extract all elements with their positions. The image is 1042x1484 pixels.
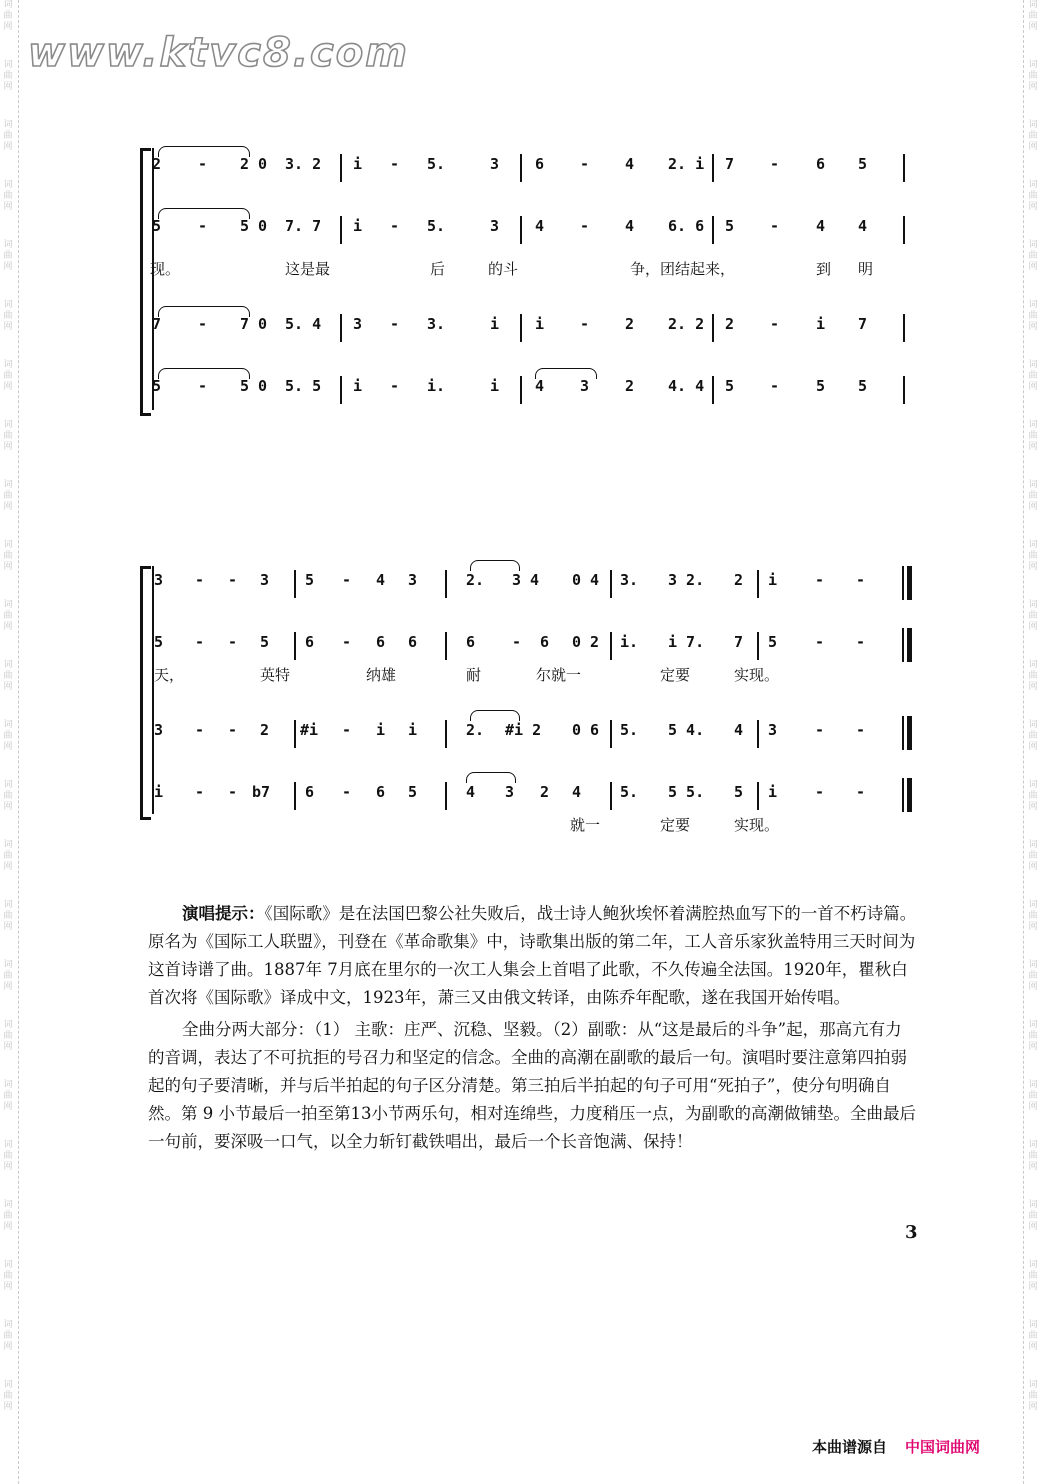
barline [294,720,296,748]
score-lyric: 实现。 [734,666,780,684]
barline [757,720,759,748]
score-lyric: 耐 [466,666,482,684]
barline [610,720,612,748]
score-note: 5 [725,377,735,395]
barline [907,628,912,662]
barline [445,632,447,660]
singing-notes-paragraph-2: 全曲分两大部分：（1） 主歌：庄严、沉稳、坚毅。（2）副歌：从“这是最后的斗争”起，那高亢有力的音调，表达了不可抗拒的号召力和坚定的信念。全曲的高潮在副歌的最后一句。演唱时要注意第四拍弱起的句子要清晰，并与后半拍起的句子区分清楚。第三拍后半拍起的句子可用“死拍子”，使分句明确自然。第 9 小节最后一拍至第13小节两乐句，相对连绵些，力度稍压一点，为副歌的高潮做铺垫。全曲最后一句前，要深吸一口气，以全力斩钉截铁唱出，最后一个长音饱满、保持！ [148,1020,916,1151]
score-note: #i 2 [505,721,542,739]
side-watermark-mark: 词曲网 [3,240,13,272]
barline [903,216,905,244]
side-watermark-mark: 词曲网 [1028,60,1038,92]
score-note: 3 4 [512,571,540,589]
score-note: - [580,315,590,333]
score-note: 2 [734,571,744,589]
score-note: - [580,155,590,173]
score-note: 2 [260,721,270,739]
side-watermark-mark: 词曲网 [3,600,13,632]
barline [340,376,342,404]
side-watermark-mark: 词曲网 [1028,300,1038,332]
score-note: i [490,315,500,333]
score-note: i [490,377,500,395]
side-watermark-mark: 词曲网 [3,840,13,872]
score-note: 7 [858,315,868,333]
score-note: 5 [260,633,270,651]
barline [757,570,759,598]
score-lyric: 的斗 [488,260,519,278]
singing-notes-lead: 演唱提示： [182,904,265,923]
page-number: 3 [905,1222,918,1243]
barline [712,314,714,342]
barline [340,154,342,182]
barline [294,570,296,598]
score-note: - [198,315,208,333]
score-note: i [353,377,363,395]
barline [757,782,759,810]
score-note: - [198,377,208,395]
score-note: 0 4 [572,571,600,589]
barline [610,782,612,810]
score-note: 5 [816,377,826,395]
score-lyric: 纳雄 [366,666,397,684]
barline [907,778,912,812]
score-note: 3. [620,571,639,589]
score-note: 0 2 [572,633,600,651]
score-note: 6 [376,633,386,651]
side-watermark-mark: 词曲网 [3,1140,13,1172]
score-lyric: 争，团结起来， [630,260,736,278]
score-lyric: 实现。 [734,816,780,834]
side-watermark-mark: 词曲网 [3,1320,13,1352]
score-note: - [228,571,238,589]
barline [520,154,522,182]
score-note: 3 [154,571,164,589]
barline [902,778,904,812]
score-note: 2 [725,315,735,333]
score-note: 6. 6 [668,217,705,235]
score-note: 2 [625,377,635,395]
side-watermark-mark: 词曲网 [1028,0,1038,32]
score-note: 2. [466,721,485,739]
score-system-1 [140,140,930,420]
score-note: i [408,721,418,739]
singing-notes [148,900,918,1156]
score-note: 4 [858,217,868,235]
barline [757,632,759,660]
side-watermark-mark: 词曲网 [1028,540,1038,572]
score-note: 7 [734,633,744,651]
score-note: i 7. [668,633,705,651]
score-note: - [195,633,205,651]
barline [902,716,904,750]
score-note: b7 [252,783,271,801]
score-lyric: 定要 [660,816,691,834]
score-note: 5 0 [240,217,268,235]
score-note: - [815,783,825,801]
barline [903,154,905,182]
barline [610,632,612,660]
score-note: 3 [768,721,778,739]
score-note: - [856,783,866,801]
side-watermark-mark: 词曲网 [3,780,13,812]
score-note: 2 0 [240,155,268,173]
side-watermark-mark: 词曲网 [3,300,13,332]
barline [445,570,447,598]
barline [294,782,296,810]
side-watermark-mark: 词曲网 [1028,1320,1038,1352]
side-watermark-mark: 词曲网 [1028,240,1038,272]
lyric-row-bass [140,814,930,844]
score-note: - [195,571,205,589]
score-note: 5 [408,783,418,801]
staff-row-alto [140,632,930,662]
score-note: - [195,783,205,801]
score-note: 4 [816,217,826,235]
side-watermark-mark: 词曲网 [1028,840,1038,872]
side-watermark-mark: 词曲网 [3,360,13,392]
score-note: 3 [408,571,418,589]
score-note: - [342,633,352,651]
score-note: 5 [725,217,735,235]
score-note: 5 [768,633,778,651]
score-note: 4 [625,217,635,235]
score-note: 7. 7 [285,217,322,235]
score-note: - [342,571,352,589]
score-lyric: 尔就一 [536,666,582,684]
score-note: - [342,721,352,739]
side-watermark-mark: 词曲网 [1028,1200,1038,1232]
score-note: 2. [466,571,485,589]
side-watermark-mark: 词曲网 [1028,480,1038,512]
side-watermark-mark: 词曲网 [3,540,13,572]
barline [445,782,447,810]
score-note: 5. 5 [285,377,322,395]
site-watermark: www.ktvc8.com [28,30,409,76]
score-lyric: 就一 [570,816,601,834]
score-note: - [856,571,866,589]
barline [903,376,905,404]
barline [902,628,904,662]
score-note: i [535,315,545,333]
right-margin-strip [1023,0,1042,1484]
side-watermark-mark: 词曲网 [1028,900,1038,932]
score-note: 6 [408,633,418,651]
score-lyric: 后 [430,260,446,278]
score-note: - [195,721,205,739]
score-note: - [198,155,208,173]
side-watermark-mark: 词曲网 [1028,720,1038,752]
staff-row-tenor [140,720,930,750]
side-watermark-mark: 词曲网 [1028,360,1038,392]
score-note: 4 [376,571,386,589]
score-note: - [856,633,866,651]
score-note: 6 [540,633,550,651]
score-note: - [390,377,400,395]
score-note: - [770,315,780,333]
score-note: 5 [734,783,744,801]
lyric-row [140,664,930,694]
staff-row-alto [140,216,930,246]
score-note: i. [427,377,446,395]
score-note: i [353,217,363,235]
score-note: 3 [490,155,500,173]
score-note: i [768,783,778,801]
side-watermark-mark: 词曲网 [3,180,13,212]
score-note: 5. [427,217,446,235]
staff-row-bass [140,376,930,406]
source-credit [812,1436,980,1457]
side-watermark-mark: 词曲网 [1028,1380,1038,1412]
score-note: 2. i [668,155,705,173]
score-note: - [770,217,780,235]
score-note: 3. 2 [285,155,322,173]
side-watermark-mark: 词曲网 [1028,660,1038,692]
score-note: 5. [620,783,639,801]
side-watermark-mark: 词曲网 [1028,180,1038,212]
score-note: 4 [535,217,545,235]
score-note: - [228,633,238,651]
score-note: 5 4. [668,721,705,739]
staff-row-soprano [140,154,930,184]
score-note: - [390,217,400,235]
barline [610,570,612,598]
side-watermark-mark: 词曲网 [3,120,13,152]
side-watermark-mark: 词曲网 [3,720,13,752]
score-note: 2. 2 [668,315,705,333]
score-note: 6 [376,783,386,801]
score-note: 3 [490,217,500,235]
score-note: 3 [505,783,515,801]
score-note: 3 [353,315,363,333]
score-note: - [815,721,825,739]
score-note: 4 [625,155,635,173]
barline [902,566,904,600]
score-note: - [390,155,400,173]
score-note: 4 [535,377,545,395]
score-note: 6 [535,155,545,173]
barline [340,216,342,244]
barline [712,154,714,182]
staff-row-tenor [140,314,930,344]
score-note: 2 [540,783,550,801]
singing-notes-paragraph-1: 演唱提示：《国际歌》是在法国巴黎公社失败后，战士诗人鲍狄埃怀着满腔热血写下的一首不朽诗篇。原名为《国际工人联盟》，刊登在《革命歌集》中，诗歌集出版的第二年，工人音乐家狄盖特用三天时间为这首诗谱了曲。1887年 7月底在里尔的一次工人集会上首唱了此歌，不久传遍全法国。1920年，瞿秋白首次将《国际歌》译成中文，1923年，萧三又由俄文转译，由陈乔年配歌，遂在我国开始传唱。 [148,904,917,1007]
score-note: 2 [152,155,162,173]
score-note: 3 [580,377,590,395]
score-note: 5. [620,721,639,739]
score-note: 2 [625,315,635,333]
score-lyric: 定要 [660,666,691,684]
score-note: 7 0 [240,315,268,333]
score-note: - [770,377,780,395]
score-note: - [580,217,590,235]
score-note: 3. [427,315,446,333]
side-watermark-mark: 词曲网 [1028,1140,1038,1172]
score-note: 4 [734,721,744,739]
barline [907,566,912,600]
score-note: 7 [152,315,162,333]
score-note: 4. 4 [668,377,705,395]
side-watermark-mark: 词曲网 [3,660,13,692]
score-note: 0 6 [572,721,600,739]
score-note: i [154,783,164,801]
score-system-2 [140,560,930,850]
side-watermark-mark: 词曲网 [3,60,13,92]
lyric-row [140,258,930,288]
side-watermark-mark: 词曲网 [3,1260,13,1292]
score-note: - [228,721,238,739]
barline [907,716,912,750]
score-note: i. [620,633,639,651]
score-note: 5 [858,377,868,395]
score-note: 5 [152,377,162,395]
side-watermark-mark: 词曲网 [3,480,13,512]
score-note: 5. 4 [285,315,322,333]
side-watermark-mark: 词曲网 [1028,1260,1038,1292]
barline [294,632,296,660]
side-watermark-mark: 词曲网 [1028,420,1038,452]
left-margin-strip [0,0,19,1484]
score-note: 3 2. [668,571,705,589]
barline [340,314,342,342]
side-watermark-mark: 词曲网 [1028,120,1038,152]
barline [520,216,522,244]
score-note: 6 [466,633,476,651]
score-note: i [353,155,363,173]
barline [903,314,905,342]
staff-row-bass [140,782,930,812]
score-note: - [198,217,208,235]
side-watermark-mark: 词曲网 [3,0,13,32]
barline [712,216,714,244]
score-note: i [376,721,386,739]
source-credit-site: 中国词曲网 [905,1438,981,1456]
score-note: 3 [260,571,270,589]
score-lyric: 这是最 [285,260,331,278]
score-note: - [815,633,825,651]
score-note: 5 [858,155,868,173]
score-lyric: 到 [816,260,832,278]
source-credit-label: 本曲谱源自 [812,1438,888,1456]
side-watermark-mark: 词曲网 [3,420,13,452]
score-note: 5 5. [668,783,705,801]
side-watermark-mark: 词曲网 [3,960,13,992]
side-watermark-mark: 词曲网 [1028,960,1038,992]
score-note: - [512,633,522,651]
barline [520,314,522,342]
score-note: 6 [305,783,315,801]
side-watermark-mark: 词曲网 [1028,1080,1038,1112]
score-note: - [390,315,400,333]
side-watermark-mark: 词曲网 [1028,780,1038,812]
side-watermark-mark: 词曲网 [3,1380,13,1412]
score-note: - [856,721,866,739]
score-note: 5. [427,155,446,173]
barline [445,720,447,748]
score-note: - [342,783,352,801]
score-lyric: 明 [858,260,874,278]
score-note: - [770,155,780,173]
score-note: 6 [816,155,826,173]
side-watermark-mark: 词曲网 [1028,600,1038,632]
score-lyric: 天， [154,666,185,684]
staff-row-soprano [140,570,930,600]
score-lyric: 英特 [260,666,291,684]
barline [712,376,714,404]
score-note: 3 [154,721,164,739]
score-note: - [815,571,825,589]
score-lyric: 现。 [150,260,181,278]
score-note: 4 [572,783,582,801]
barline [520,376,522,404]
side-watermark-mark: 词曲网 [3,1020,13,1052]
score-note: 7 [725,155,735,173]
score-note: 5 [154,633,164,651]
score-note: i [768,571,778,589]
score-note: i [816,315,826,333]
side-watermark-mark: 词曲网 [3,1080,13,1112]
side-watermark-mark: 词曲网 [3,900,13,932]
side-watermark-mark: 词曲网 [3,1200,13,1232]
score-note: 4 [466,783,476,801]
score-note: #i [300,721,319,739]
score-note: - [228,783,238,801]
score-note: 6 [305,633,315,651]
side-watermark-mark: 词曲网 [1028,1020,1038,1052]
score-note: 5 [305,571,315,589]
score-note: 5 [152,217,162,235]
score-note: 5 0 [240,377,268,395]
